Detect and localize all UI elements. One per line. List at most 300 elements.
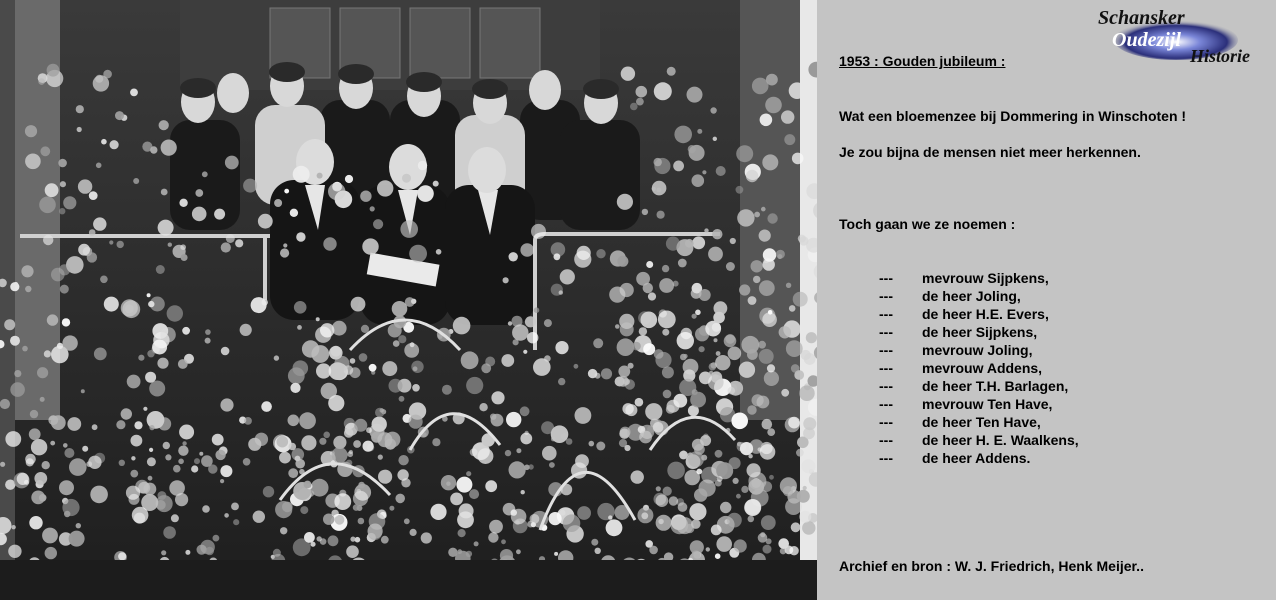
flower-blossom	[161, 140, 177, 156]
flower-blossom	[593, 338, 603, 348]
flower-blossom	[796, 449, 804, 457]
flower-blossom	[662, 265, 669, 272]
flower-blossom	[574, 251, 591, 268]
flower-blossom	[156, 265, 165, 274]
flower-blossom	[69, 458, 87, 476]
flower-blossom	[521, 490, 525, 494]
flower-blossom	[764, 371, 779, 386]
flower-blossom	[692, 236, 705, 249]
flower-blossom	[759, 280, 775, 296]
flower-blossom	[748, 516, 755, 523]
flower-blossom	[147, 457, 156, 466]
flower-blossom	[43, 235, 53, 245]
flower-blossom	[357, 489, 362, 494]
flower-blossom	[225, 156, 239, 170]
flower-blossom	[161, 550, 166, 555]
flower-blossom	[280, 527, 287, 534]
flower-blossom	[21, 265, 33, 277]
flower-blossom	[501, 539, 506, 544]
logo-graphic	[1098, 4, 1268, 66]
flower-blossom	[284, 189, 289, 194]
caption-line-1: Wat een bloemenzee bij Dommering in Winschoten !	[839, 108, 1187, 124]
flower-blossom	[763, 258, 775, 270]
names-list-item	[879, 323, 1079, 341]
flower-blossom	[635, 398, 644, 407]
flower-blossom	[792, 153, 804, 165]
flower-blossom	[81, 389, 85, 393]
flower-blossom	[294, 301, 307, 314]
flower-blossom	[646, 261, 653, 268]
flower-blossom	[485, 357, 495, 367]
flower-blossom	[709, 371, 714, 376]
flower-blossom	[282, 502, 293, 513]
flower-blossom	[716, 166, 726, 176]
flower-blossom	[331, 346, 342, 357]
flower-blossom	[311, 479, 329, 497]
flower-blossom	[248, 438, 261, 451]
flower-blossom	[299, 412, 316, 429]
flower-blossom	[279, 452, 291, 464]
flower-blossom	[747, 463, 761, 477]
flower-blossom	[158, 220, 174, 236]
flower-blossom	[409, 415, 423, 429]
flower-blossom	[5, 431, 21, 447]
flower-blossom	[258, 214, 273, 229]
flower-blossom	[595, 373, 601, 379]
flower-blossom	[160, 327, 175, 342]
flower-blossom	[350, 358, 356, 364]
flower-blossom	[491, 391, 504, 404]
flower-blossom	[332, 321, 347, 336]
flower-blossom	[208, 464, 217, 473]
flower-blossom	[29, 428, 41, 440]
flower-blossom	[138, 355, 144, 361]
flower-blossom	[430, 504, 446, 520]
flower-blossom	[643, 283, 653, 293]
flower-blossom	[353, 440, 361, 448]
flower-blossom	[346, 545, 359, 558]
flower-blossom	[93, 217, 106, 230]
flower-blossom	[505, 450, 511, 456]
flower-blossom	[393, 340, 400, 347]
list-bullet: ---	[879, 396, 893, 412]
flower-blossom	[369, 513, 386, 530]
flower-blossom	[655, 352, 671, 368]
flower-blossom	[608, 515, 612, 519]
flower-blossom	[803, 417, 816, 430]
flower-blossom	[205, 547, 214, 556]
flower-blossom	[167, 305, 183, 321]
list-item-text: de heer Ten Have,	[922, 414, 1041, 430]
flower-blossom	[301, 435, 316, 450]
flower-blossom	[624, 445, 630, 451]
names-list	[879, 269, 1079, 467]
names-list-item	[879, 359, 1079, 377]
flower-blossom	[491, 414, 504, 427]
flower-blossom	[728, 347, 742, 361]
flower-blossom	[59, 480, 74, 495]
flower-blossom	[10, 336, 20, 346]
flower-blossom	[103, 70, 112, 79]
flower-blossom	[69, 531, 85, 547]
flower-blossom	[667, 67, 676, 76]
flower-blossom	[361, 325, 369, 333]
flower-blossom	[304, 481, 312, 489]
flower-blossom	[169, 480, 185, 496]
flower-blossom	[466, 551, 472, 557]
flower-blossom	[293, 360, 309, 376]
flower-blossom	[715, 553, 721, 559]
flower-blossom	[606, 519, 623, 536]
flower-blossom	[195, 189, 203, 197]
flower-blossom	[60, 285, 69, 294]
flower-blossom	[501, 354, 514, 367]
flower-blossom	[328, 535, 339, 546]
flower-blossom	[300, 506, 308, 514]
flower-blossom	[542, 446, 557, 461]
flower-blossom	[133, 178, 139, 184]
flower-blossom	[666, 237, 680, 251]
flower-blossom	[554, 253, 561, 260]
flower-blossom	[520, 433, 532, 445]
flower-blossom	[235, 239, 243, 247]
flower-blossom	[466, 377, 483, 394]
site-logo	[1098, 4, 1268, 66]
flower-blossom	[763, 545, 772, 554]
list-bullet: ---	[879, 306, 893, 322]
flower-blossom	[656, 486, 661, 491]
flower-blossom	[115, 111, 124, 120]
flower-blossom	[192, 207, 207, 222]
list-item-text: mevrouw Sijpkens,	[922, 270, 1049, 286]
flower-blossom	[159, 120, 169, 130]
flower-blossom	[508, 461, 525, 478]
flower-blossom	[741, 486, 748, 493]
flower-blossom	[754, 212, 760, 218]
flower-blossom	[152, 340, 167, 355]
flower-blossom	[713, 137, 717, 141]
flower-blossom	[531, 522, 536, 527]
flower-blossom	[694, 488, 707, 501]
flower-blossom	[58, 159, 67, 168]
flower-blossom	[130, 470, 138, 478]
flower-blossom	[421, 532, 432, 543]
flower-blossom	[158, 417, 171, 430]
flower-blossom	[688, 451, 704, 467]
flower-blossom	[40, 397, 45, 402]
flower-blossom	[289, 443, 297, 451]
flower-blossom	[663, 487, 672, 496]
flower-blossom	[724, 335, 737, 348]
flower-blossom	[620, 283, 634, 297]
flower-blossom	[659, 278, 674, 293]
flower-blossom	[163, 526, 176, 539]
flower-blossom	[741, 336, 759, 354]
flower-blossom	[202, 505, 210, 513]
flower-blossom	[731, 413, 748, 430]
list-bullet: ---	[879, 342, 893, 358]
flower-blossom	[765, 97, 782, 114]
flower-blossom	[293, 166, 310, 183]
flower-blossom	[560, 269, 575, 284]
flower-blossom	[118, 552, 126, 560]
flower-blossom	[121, 408, 132, 419]
flower-blossom	[0, 462, 5, 467]
flower-blossom	[244, 417, 252, 425]
flower-blossom	[332, 447, 348, 463]
flower-blossom	[30, 410, 38, 418]
flower-blossom	[77, 127, 82, 132]
flower-blossom	[51, 268, 65, 282]
flower-blossom	[328, 183, 345, 200]
flower-blossom	[596, 442, 605, 451]
flower-blossom	[127, 375, 141, 389]
flower-blossom	[618, 376, 629, 387]
flower-blossom	[220, 465, 232, 477]
flower-blossom	[759, 349, 774, 364]
flower-blossom	[485, 480, 497, 492]
flower-blossom	[779, 326, 791, 338]
flower-blossom	[577, 506, 591, 520]
list-bullet: ---	[879, 324, 893, 340]
flower-blossom	[199, 452, 203, 456]
flower-blossom	[14, 282, 18, 286]
flower-blossom	[63, 443, 68, 448]
flower-blossom	[797, 490, 810, 503]
flower-blossom	[761, 515, 776, 530]
flower-blossom	[511, 509, 527, 525]
flower-blossom	[418, 161, 427, 170]
flower-blossom	[82, 446, 88, 452]
flower-blossom	[25, 154, 41, 170]
flower-blossom	[0, 399, 10, 409]
flower-blossom	[116, 420, 125, 429]
flower-blossom	[737, 209, 754, 226]
flower-blossom	[171, 514, 179, 522]
flower-blossom	[409, 245, 427, 263]
flower-blossom	[263, 486, 274, 497]
flower-blossom	[692, 174, 705, 187]
list-item-text: de heer H. E. Waalkens,	[922, 432, 1079, 448]
flower-blossom	[45, 183, 59, 197]
flower-blossom	[50, 441, 55, 446]
flower-blossom	[458, 529, 466, 537]
flower-blossom	[720, 502, 731, 513]
flower-blossom	[64, 448, 74, 458]
flower-blossom	[648, 292, 656, 300]
flower-blossom	[566, 438, 573, 445]
flower-blossom	[531, 224, 546, 239]
flower-blossom	[378, 455, 383, 460]
flower-blossom	[134, 421, 142, 429]
flower-blossom	[691, 519, 701, 529]
flower-blossom	[727, 513, 742, 528]
flower-blossom	[617, 338, 635, 356]
flower-blossom	[554, 552, 558, 556]
flower-blossom	[677, 332, 694, 349]
flower-blossom	[47, 314, 58, 325]
names-list-item	[879, 431, 1079, 449]
flower-blossom	[736, 186, 744, 194]
flower-blossom	[214, 209, 225, 220]
flower-blossom	[760, 532, 765, 537]
flower-blossom	[708, 247, 723, 262]
flower-blossom	[163, 442, 170, 449]
names-list-item	[879, 287, 1079, 305]
flower-blossom	[469, 489, 479, 499]
flower-blossom	[786, 283, 791, 288]
flower-blossom	[290, 383, 300, 393]
names-list-item	[879, 377, 1079, 395]
flower-blossom	[382, 361, 397, 376]
flower-blossom	[323, 432, 330, 439]
flower-blossom	[776, 250, 785, 259]
flower-blossom	[40, 146, 50, 156]
flower-blossom	[351, 297, 366, 312]
flower-blossom	[89, 191, 98, 200]
flower-blossom	[699, 289, 711, 301]
flower-blossom	[781, 110, 794, 123]
flower-blossom	[739, 284, 750, 295]
flower-blossom	[466, 471, 471, 476]
flower-blossom	[369, 364, 377, 372]
flower-blossom	[149, 381, 165, 397]
flower-blossom	[662, 329, 669, 336]
flower-blossom	[506, 412, 521, 427]
flower-blossom	[24, 480, 29, 485]
flower-blossom	[37, 367, 48, 378]
list-bullet: ---	[879, 432, 893, 448]
flower-blossom	[221, 347, 230, 356]
flower-blossom	[752, 78, 769, 95]
flower-blossom	[194, 458, 200, 464]
flower-blossom	[366, 427, 372, 433]
flower-blossom	[656, 515, 672, 531]
flower-blossom	[734, 539, 747, 552]
flower-blossom	[316, 363, 331, 378]
flower-blossom	[197, 545, 207, 555]
flower-blossom	[88, 456, 101, 469]
flower-blossom	[42, 528, 58, 544]
flower-blossom	[630, 103, 638, 111]
flower-blossom	[747, 405, 756, 414]
flower-blossom	[178, 446, 188, 456]
flower-blossom	[643, 343, 655, 355]
flower-blossom	[315, 327, 331, 343]
flower-blossom	[642, 209, 648, 215]
caption-line-2: Je zou bijna de mensen niet meer herkennen.	[839, 144, 1141, 160]
flower-blossom	[130, 89, 138, 97]
flower-blossom	[131, 456, 135, 460]
flower-blossom	[503, 277, 509, 283]
list-bullet: ---	[879, 450, 893, 466]
flower-blossom	[101, 139, 107, 145]
flower-blossom	[509, 252, 518, 261]
flower-blossom	[669, 496, 678, 505]
flower-blossom	[59, 208, 65, 214]
flower-blossom	[288, 415, 300, 427]
flower-blossom	[574, 364, 579, 369]
flower-blossom	[104, 297, 119, 312]
flower-blossom	[381, 536, 389, 544]
flower-blossom	[399, 396, 405, 402]
flower-blossom	[358, 482, 365, 489]
flower-blossom	[10, 382, 25, 397]
flower-blossom	[512, 324, 528, 340]
flower-blossom	[802, 521, 815, 534]
flower-blossom	[392, 301, 408, 317]
names-list-item	[879, 305, 1079, 323]
caption-line-3: Toch gaan we ze noemen :	[839, 216, 1016, 232]
flower-blossom	[678, 259, 687, 268]
flower-blossom	[109, 240, 113, 244]
flower-blossom	[297, 325, 302, 330]
flower-blossom	[375, 408, 384, 417]
list-item-text: mevrouw Ten Have,	[922, 396, 1053, 412]
flower-blossom	[76, 523, 81, 528]
flower-blossom	[261, 401, 272, 412]
flower-blossom	[296, 232, 305, 241]
flower-blossom	[689, 503, 706, 520]
flower-blossom	[736, 145, 753, 162]
flower-blossom	[370, 206, 375, 211]
flower-blossom	[372, 417, 387, 432]
flower-blossom	[657, 211, 665, 219]
flower-blossom	[377, 180, 393, 196]
flower-blossom	[31, 491, 45, 505]
flower-blossom	[691, 550, 700, 559]
flower-blossom	[714, 338, 718, 342]
list-item-text: mevrouw Addens,	[922, 360, 1043, 376]
flower-blossom	[733, 478, 739, 484]
flower-blossom	[769, 475, 774, 480]
flower-blossom	[784, 134, 795, 145]
flower-blossom	[389, 506, 394, 511]
flower-blossom	[262, 299, 268, 305]
flower-blossom	[29, 516, 42, 529]
flower-blossom	[637, 507, 653, 523]
flower-blossom	[692, 314, 697, 319]
flower-blossom	[178, 459, 184, 465]
flower-blossom	[358, 518, 365, 525]
flower-blossom	[527, 332, 538, 343]
flower-blossom	[799, 385, 815, 401]
flower-blossom	[277, 436, 289, 448]
flower-blossom	[355, 537, 361, 543]
flower-blossom	[713, 312, 725, 324]
flower-blossom	[149, 425, 154, 430]
flower-blossom	[533, 358, 551, 376]
flower-blossom	[274, 355, 279, 360]
flower-blossom	[781, 389, 789, 397]
flower-blossom	[165, 454, 171, 460]
flower-blossom	[373, 219, 383, 229]
flower-blossom	[748, 296, 757, 305]
flower-blossom	[674, 126, 692, 144]
flower-blossom	[14, 370, 21, 377]
flower-blossom	[283, 243, 287, 247]
flower-blossom	[320, 538, 327, 545]
flower-blossom	[433, 181, 439, 187]
flower-blossom	[575, 454, 589, 468]
flower-blossom	[555, 341, 568, 354]
flower-blossom	[632, 342, 641, 351]
flower-blossom	[748, 479, 764, 495]
flower-blossom	[760, 114, 773, 127]
flower-blossom	[96, 163, 102, 169]
flower-blossom	[625, 404, 637, 416]
flower-blossom	[224, 513, 229, 518]
